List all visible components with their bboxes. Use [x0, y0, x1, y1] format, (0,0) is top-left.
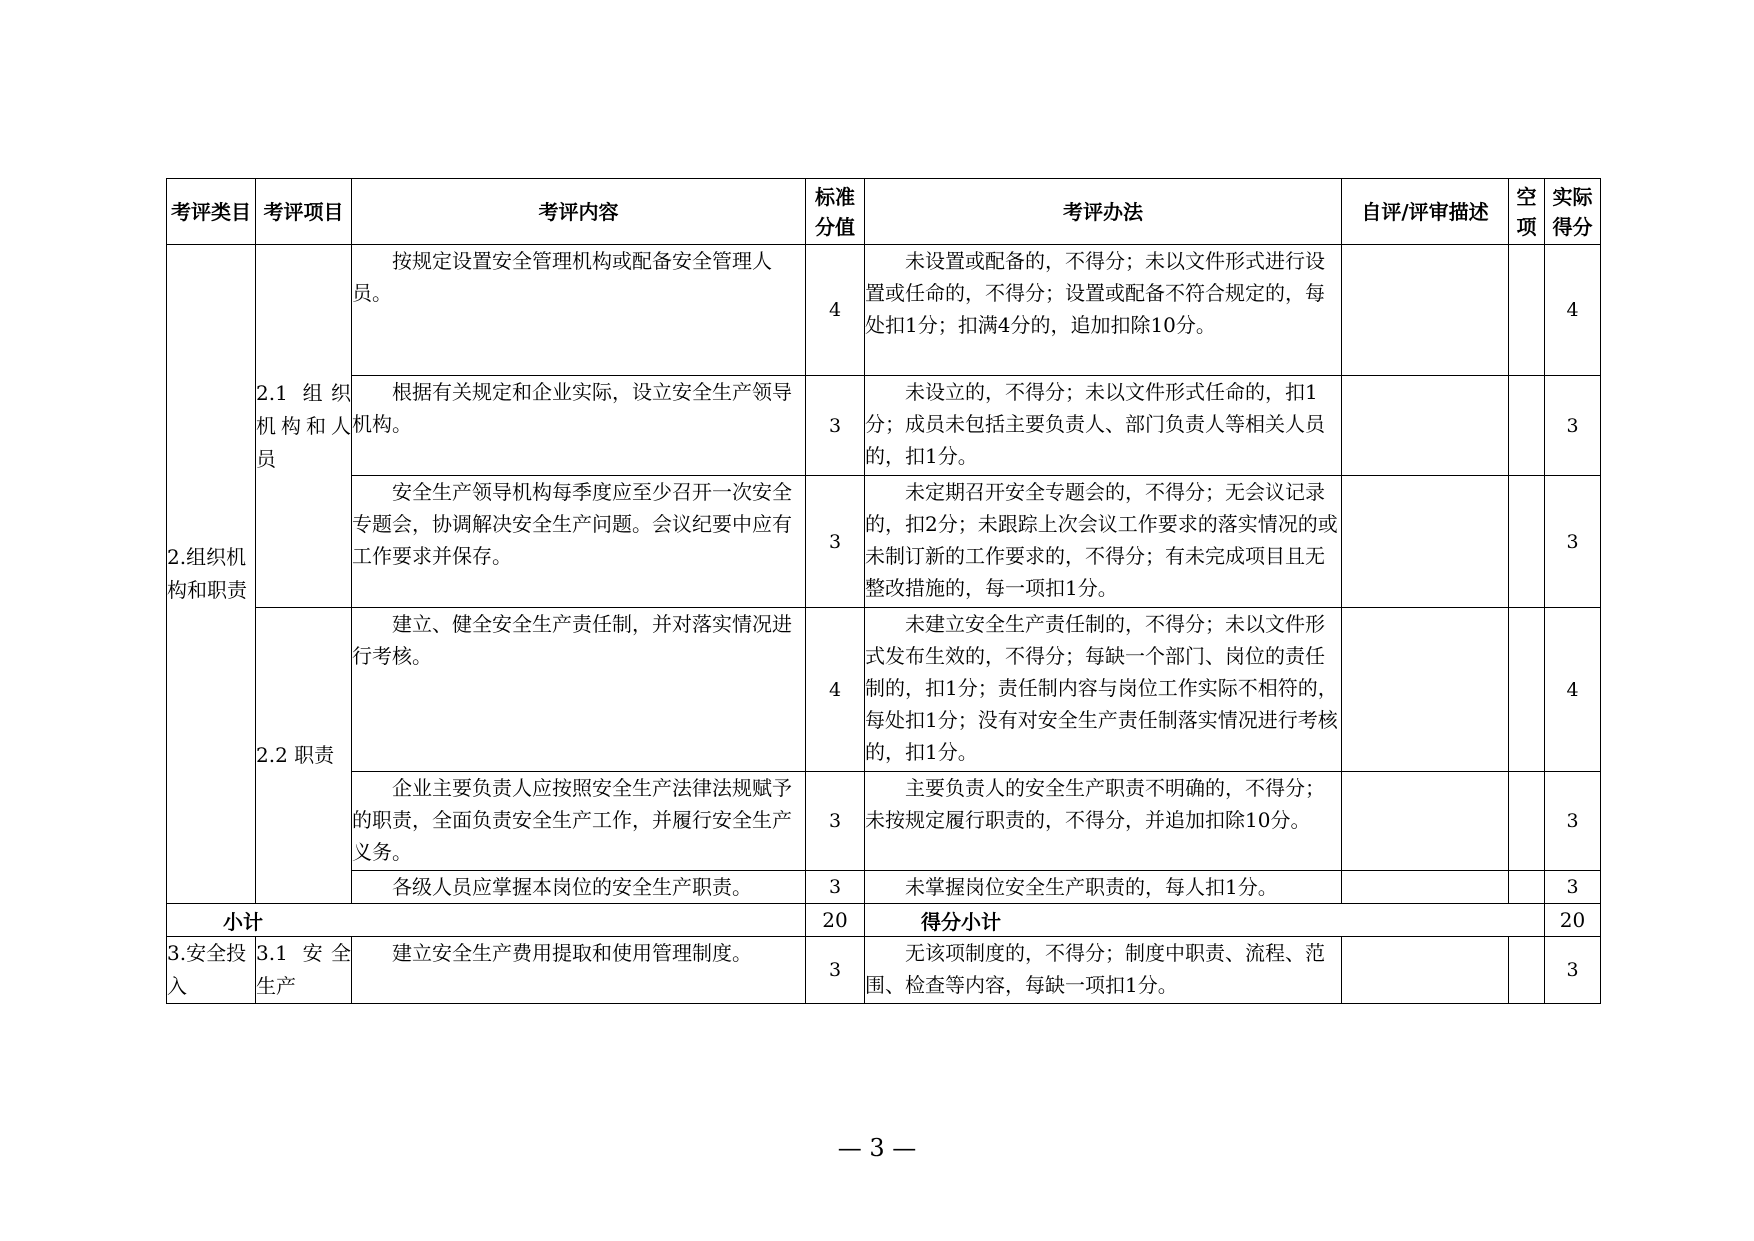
header-category: 考评类目: [167, 179, 256, 245]
actual-score-cell: 4: [1545, 608, 1601, 772]
table-row: [167, 937, 1601, 1004]
standard-score-cell: 3: [806, 937, 865, 1004]
actual-score-cell: 3: [1545, 772, 1601, 871]
header-actual-score: 实际得分: [1545, 179, 1601, 245]
empty-cell: [1509, 476, 1545, 608]
header-empty: 空项: [1509, 179, 1545, 245]
item-cell: 3.1 安全生产: [256, 937, 352, 1004]
self-review-cell: [1342, 772, 1509, 871]
header-content: 考评内容: [352, 179, 806, 245]
standard-score-cell: 3: [806, 376, 865, 476]
self-review-cell: [1342, 376, 1509, 476]
method-cell: 未掌握岗位安全生产职责的，每人扣1分。: [865, 871, 1342, 904]
content-cell: 各级人员应掌握本岗位的安全生产职责。: [352, 871, 806, 904]
subtotal-actual: 20: [1545, 904, 1601, 937]
actual-score-cell: 3: [1545, 476, 1601, 608]
empty-cell: [1509, 245, 1545, 376]
actual-score-cell: 3: [1545, 376, 1601, 476]
empty-cell: [1509, 376, 1545, 476]
self-review-cell: [1342, 608, 1509, 772]
standard-score-cell: 3: [806, 871, 865, 904]
content-cell: 按规定设置安全管理机构或配备安全管理人员。: [352, 245, 806, 376]
content-cell: 根据有关规定和企业实际，设立安全生产领导机构。: [352, 376, 806, 476]
empty-cell: [1509, 871, 1545, 904]
header-self-review: 自评/评审描述: [1342, 179, 1509, 245]
subtotal-row: [167, 904, 1601, 937]
self-review-cell: [1342, 476, 1509, 608]
header-standard-score: 标准分值: [806, 179, 865, 245]
standard-score-cell: 3: [806, 772, 865, 871]
category-cell: 2.组织机构和职责: [167, 245, 256, 904]
method-cell: 未建立安全生产责任制的，不得分；未以文件形式发布生效的，不得分；每缺一个部门、岗位的责任制的，扣1分；责任制内容与岗位工作实际不相符的，每处扣1分；没有对安全生产责任制落实情况进行考核的，扣1分。: [865, 608, 1342, 772]
header-row: [167, 179, 1601, 245]
evaluation-table: [166, 178, 1601, 1004]
table-row: [167, 871, 1601, 904]
subtotal-score: 20: [806, 904, 865, 937]
table-row: [167, 608, 1601, 772]
table-row: [167, 245, 1601, 376]
method-cell: 未定期召开安全专题会的，不得分；无会议记录的，扣2分；未跟踪上次会议工作要求的落实情况的或未制订新的工作要求的，不得分；有未完成项目且无整改措施的，每一项扣1分。: [865, 476, 1342, 608]
table-row: [167, 376, 1601, 476]
subtotal-score-label: 得分小计: [865, 904, 1545, 937]
content-cell: 建立、健全安全生产责任制，并对落实情况进行考核。: [352, 608, 806, 772]
self-review-cell: [1342, 871, 1509, 904]
method-cell: 主要负责人的安全生产职责不明确的，不得分；未按规定履行职责的，不得分，并追加扣除10分。: [865, 772, 1342, 871]
method-cell: 未设立的，不得分；未以文件形式任命的，扣1分；成员未包括主要负责人、部门负责人等相关人员的，扣1分。: [865, 376, 1342, 476]
method-cell: 未设置或配备的，不得分；未以文件形式进行设置或任命的，不得分；设置或配备不符合规定的，每处扣1分；扣满4分的，追加扣除10分。: [865, 245, 1342, 376]
standard-score-cell: 3: [806, 476, 865, 608]
subtotal-label: 小计: [167, 904, 806, 937]
table-row: [167, 772, 1601, 871]
content-cell: 企业主要负责人应按照安全生产法律法规赋予的职责，全面负责安全生产工作，并履行安全生产义务。: [352, 772, 806, 871]
item-cell: 2.1 组织机构和人员: [256, 245, 352, 608]
category-cell: 3.安全投入: [167, 937, 256, 1004]
actual-score-cell: 4: [1545, 245, 1601, 376]
self-review-cell: [1342, 245, 1509, 376]
page-number: — 3 —: [837, 1134, 917, 1162]
item-cell: 2.2 职责: [256, 608, 352, 904]
actual-score-cell: 3: [1545, 871, 1601, 904]
method-cell: 无该项制度的，不得分；制度中职责、流程、范围、检查等内容，每缺一项扣1分。: [865, 937, 1342, 1004]
header-method: 考评办法: [865, 179, 1342, 245]
empty-cell: [1509, 608, 1545, 772]
header-item: 考评项目: [256, 179, 352, 245]
table-row: [167, 476, 1601, 608]
content-cell: 安全生产领导机构每季度应至少召开一次安全专题会，协调解决安全生产问题。会议纪要中应有工作要求并保存。: [352, 476, 806, 608]
standard-score-cell: 4: [806, 608, 865, 772]
standard-score-cell: 4: [806, 245, 865, 376]
content-cell: 建立安全生产费用提取和使用管理制度。: [352, 937, 806, 1004]
empty-cell: [1509, 772, 1545, 871]
self-review-cell: [1342, 937, 1509, 1004]
empty-cell: [1509, 937, 1545, 1004]
actual-score-cell: 3: [1545, 937, 1601, 1004]
